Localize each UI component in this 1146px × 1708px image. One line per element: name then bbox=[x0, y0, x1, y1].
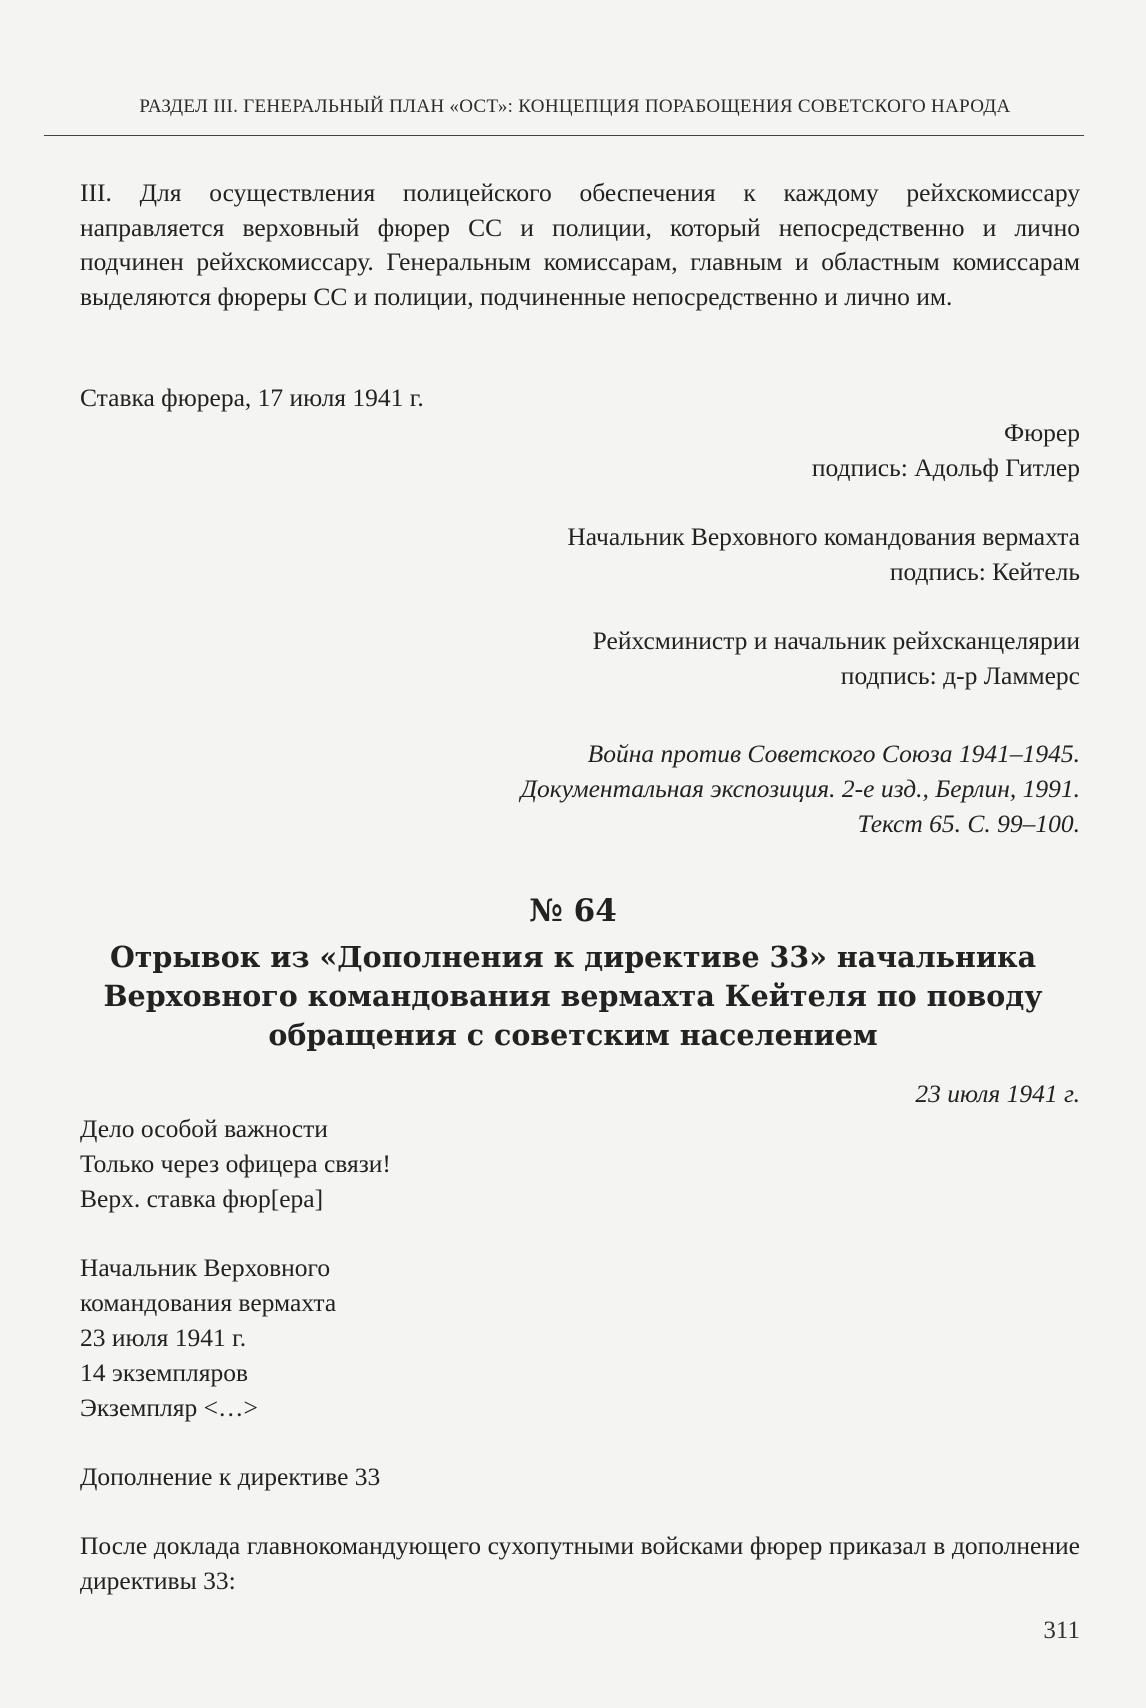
signature-hitler: подпись: Адольф Гитлер bbox=[811, 453, 1080, 482]
source-line-1: Война против Советского Союза 1941–1945. bbox=[587, 739, 1080, 768]
header-line: Начальник Верховного bbox=[80, 1253, 331, 1282]
final-paragraph: После доклада главнокомандующего сухопутными войсками фюрер приказал в дополнение директивы 33: bbox=[80, 1531, 1080, 1595]
header-line: командования вермахта bbox=[80, 1288, 337, 1317]
signature-keitel: подпись: Кейтель bbox=[889, 557, 1080, 586]
classification-line: Дело особой важности bbox=[80, 1114, 328, 1143]
document-title bbox=[60, 938, 1086, 1055]
supplement-title: Дополнение к директиве 33 bbox=[80, 1462, 381, 1491]
signature-title-okw: Начальник Верховного командования вермахта bbox=[567, 522, 1080, 551]
source-line-2: Документальная экспозиция. 2-е изд., Берлин, 1991. bbox=[520, 774, 1080, 803]
signature-lammers: подпись: д-р Ламмерс bbox=[840, 661, 1080, 690]
header-line: 23 июля 1941 г. bbox=[80, 1323, 247, 1352]
running-head: РАЗДЕЛ III. ГЕНЕРАЛЬНЫЙ ПЛАН «ОСТ»: КОНЦЕПЦИЯ ПОРАБОЩЕНИЯ СОВЕТСКОГО НАРОДА bbox=[139, 96, 1011, 117]
header-line: 14 экземпляров bbox=[80, 1358, 249, 1387]
document-date: 23 июля 1941 г. bbox=[915, 1079, 1080, 1108]
signature-title-fuhrer: Фюрер bbox=[1003, 418, 1080, 447]
document-title-line: Верховного командования вермахта Кейтеля по поводу bbox=[103, 979, 1043, 1013]
page-number: 311 bbox=[1043, 1617, 1080, 1644]
classification-line: Только через офицера связи! bbox=[80, 1149, 391, 1178]
place-date: Ставка фюрера, 17 июля 1941 г. bbox=[80, 383, 424, 412]
section-iii-paragraph: III. Для осуществления полицейского обеспечения к каждому рейхскомиссару направляется верховный фюрер СС и полиции, который непосредственно и лично подчинен рейхскомиссару. Генеральным комиссарам, главным и областным комиссарам выделяются фюреры СС и полиции, подчиненные непосредственно и лично им. bbox=[80, 178, 1080, 311]
header-rule bbox=[44, 135, 1084, 136]
document-number: № 64 bbox=[529, 893, 617, 929]
document-title-line: обращения с советским населением bbox=[268, 1018, 878, 1052]
header-line: Экземпляр <…> bbox=[80, 1393, 258, 1422]
source-line-3: Текст 65. С. 99–100. bbox=[857, 809, 1080, 838]
document-title-line: Отрывок из «Дополнения к директиве 33» начальника bbox=[109, 940, 1037, 974]
signature-title-reich-minister: Рейхсминистр и начальник рейхсканцелярии bbox=[592, 626, 1080, 655]
classification-line: Верх. ставка фюр[ера] bbox=[80, 1184, 324, 1213]
